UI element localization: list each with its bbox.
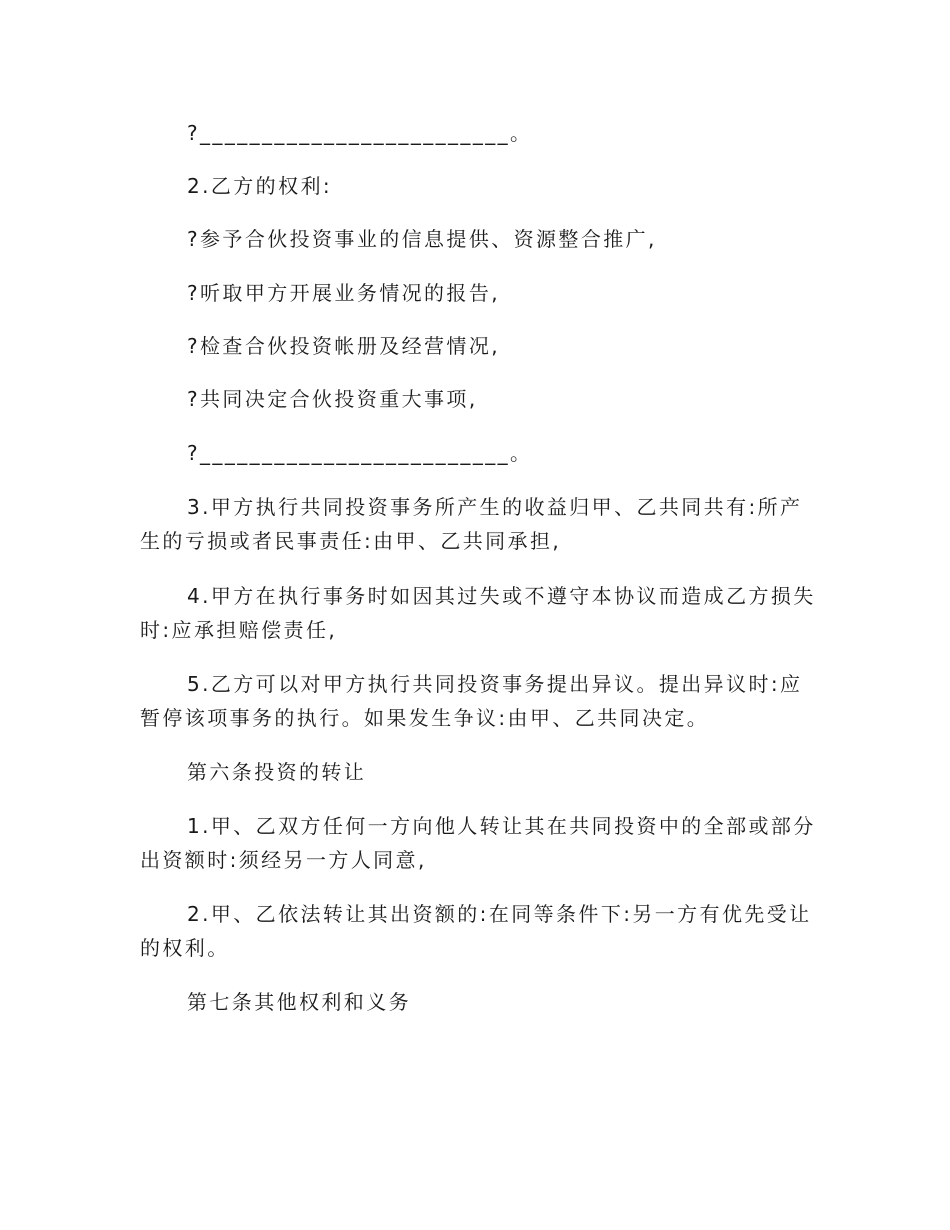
party-b-right-4: ?共同决定合伙投资重大事项, (187, 387, 478, 411)
party-b-right-3: ?检查合伙投资帐册及经营情况, (187, 334, 500, 358)
clause-4: 4.甲方在执行事务时如因其过失或不遵守本协议而造成乙方损失时:应承担赔偿责任, (140, 584, 816, 642)
article-6-heading: 第六条投资的转让 (187, 760, 367, 784)
party-b-right-2: ?听取甲方开展业务情况的报告, (187, 281, 500, 305)
blank-item-2: ?_________________________。 (187, 441, 533, 465)
article-6-clause-2: 2.甲、乙依法转让其出资额的:在同等条件下:另一方有优先受让的权利。 (140, 902, 812, 960)
article-6-clause-1: 1.甲、乙双方任何一方向他人转让其在共同投资中的全部或部分出资额时:须经另一方人同意, (140, 814, 816, 872)
party-b-right-1: ?参予合伙投资事业的信息提供、资源整合推广, (187, 227, 657, 251)
blank-item-1: ?_________________________。 (187, 121, 533, 145)
article-7-heading: 第七条其他权利和义务 (187, 990, 411, 1014)
party-b-rights-heading: 2.乙方的权利: (187, 174, 333, 198)
clause-3: 3.甲方执行共同投资事务所产生的收益归甲、乙共同共有:所产生的亏损或者民事责任:由甲、乙共同承担, (140, 495, 803, 553)
clause-5: 5.乙方可以对甲方执行共同投资事务提出异议。提出异议时:应暂停该项事务的执行。如果发生争议:由甲、乙共同决定。 (140, 672, 803, 730)
